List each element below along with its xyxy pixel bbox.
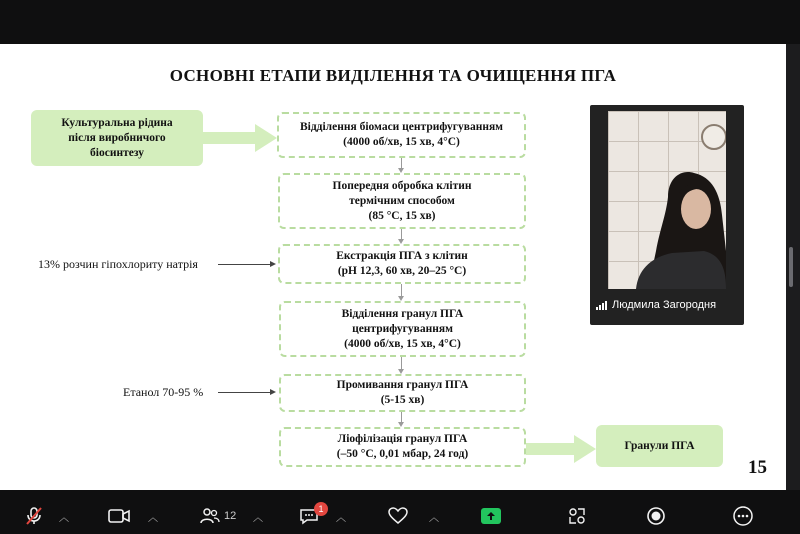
participant-video-tile[interactable]: [590, 105, 744, 325]
step-box-2: [278, 173, 526, 229]
step-line: (4000 об/хв, 15 хв, 4°С): [343, 136, 460, 148]
record-icon[interactable]: [644, 498, 668, 534]
step-box-4: [279, 301, 526, 357]
step-box-6: [279, 427, 526, 467]
step-line: (–50 °С, 0,01 мбар, 24 год): [336, 448, 469, 460]
camera-icon[interactable]: [105, 498, 133, 534]
connector: [401, 229, 402, 239]
source-line: після виробничого: [68, 131, 166, 144]
step-line: (4000 об/хв, 15 хв, 4°С): [344, 337, 461, 350]
scrollbar-thumb[interactable]: [789, 247, 793, 287]
reactions-icon[interactable]: [386, 498, 410, 534]
chat-unread-badge: 1: [314, 502, 328, 516]
step-line: Ліофілізація гранул ПГА: [337, 433, 468, 445]
source-line: Культуральна рідина: [61, 116, 173, 129]
result-arrow-icon: [526, 435, 596, 463]
mic-options-chevron-icon[interactable]: ︿: [59, 512, 69, 524]
step-box-1: [277, 112, 526, 158]
source-box: [31, 110, 203, 166]
participants-options-chevron-icon[interactable]: ︿: [253, 512, 263, 524]
signal-strength-icon: [596, 301, 607, 310]
step-line: центрифугуванням: [352, 322, 453, 335]
reagent-arrow-icon: [270, 389, 276, 395]
source-line: біосинтезу: [90, 146, 144, 159]
more-icon[interactable]: [731, 498, 755, 534]
participants-count: 12: [224, 510, 237, 522]
result-box: [596, 425, 723, 467]
reactions-options-chevron-icon[interactable]: ︿: [429, 512, 439, 524]
result-label: Гранули ПГА: [624, 439, 695, 452]
step-line: Попередня обробка клітин: [332, 179, 472, 192]
connector: [401, 357, 402, 369]
mic-muted-icon[interactable]: [20, 498, 48, 534]
source-arrow-icon: [203, 124, 277, 152]
step-box-3: [278, 244, 526, 284]
step-box-5: [279, 374, 526, 412]
connector: [401, 412, 402, 422]
page-number: 15: [748, 457, 767, 478]
participant-image: [608, 111, 726, 289]
connector: [401, 284, 402, 296]
video-feed: [608, 111, 726, 289]
camera-options-chevron-icon[interactable]: ︿: [148, 512, 158, 524]
step-line: Промивання гранул ПГА: [336, 379, 469, 391]
participants-icon[interactable]: [198, 498, 222, 534]
chat-options-chevron-icon[interactable]: ︿: [336, 512, 346, 524]
reagent-arrow-icon: [270, 261, 276, 267]
step-line: Відділення гранул ПГА: [341, 307, 464, 320]
step-line: Екстракція ПГА з клітин: [336, 250, 468, 262]
reagent-label: Етанол 70-95 %: [123, 385, 204, 399]
share-screen-icon[interactable]: [478, 498, 504, 534]
step-line: термічним способом: [349, 194, 455, 207]
reagent-arrow: [218, 392, 270, 393]
reagent-label: 13% розчин гіпохлориту натрія: [38, 257, 198, 271]
connector: [401, 158, 402, 168]
participant-name: Людмила Загородня: [612, 299, 717, 311]
step-line: (85 °С, 15 хв): [368, 209, 436, 222]
slide-title: ОСНОВНІ ЕТАПИ ВИДІЛЕННЯ ТА ОЧИЩЕННЯ ПГА: [169, 66, 617, 85]
step-line: (рН 12,3, 60 хв, 20–25 °С): [337, 265, 467, 277]
step-line: (5-15 хв): [380, 394, 425, 406]
meeting-toolbar: [0, 498, 800, 534]
step-line: Відділення біомаси центрифугуванням: [299, 121, 503, 133]
reagent-arrow: [218, 264, 270, 265]
layout-icon[interactable]: [565, 498, 589, 534]
